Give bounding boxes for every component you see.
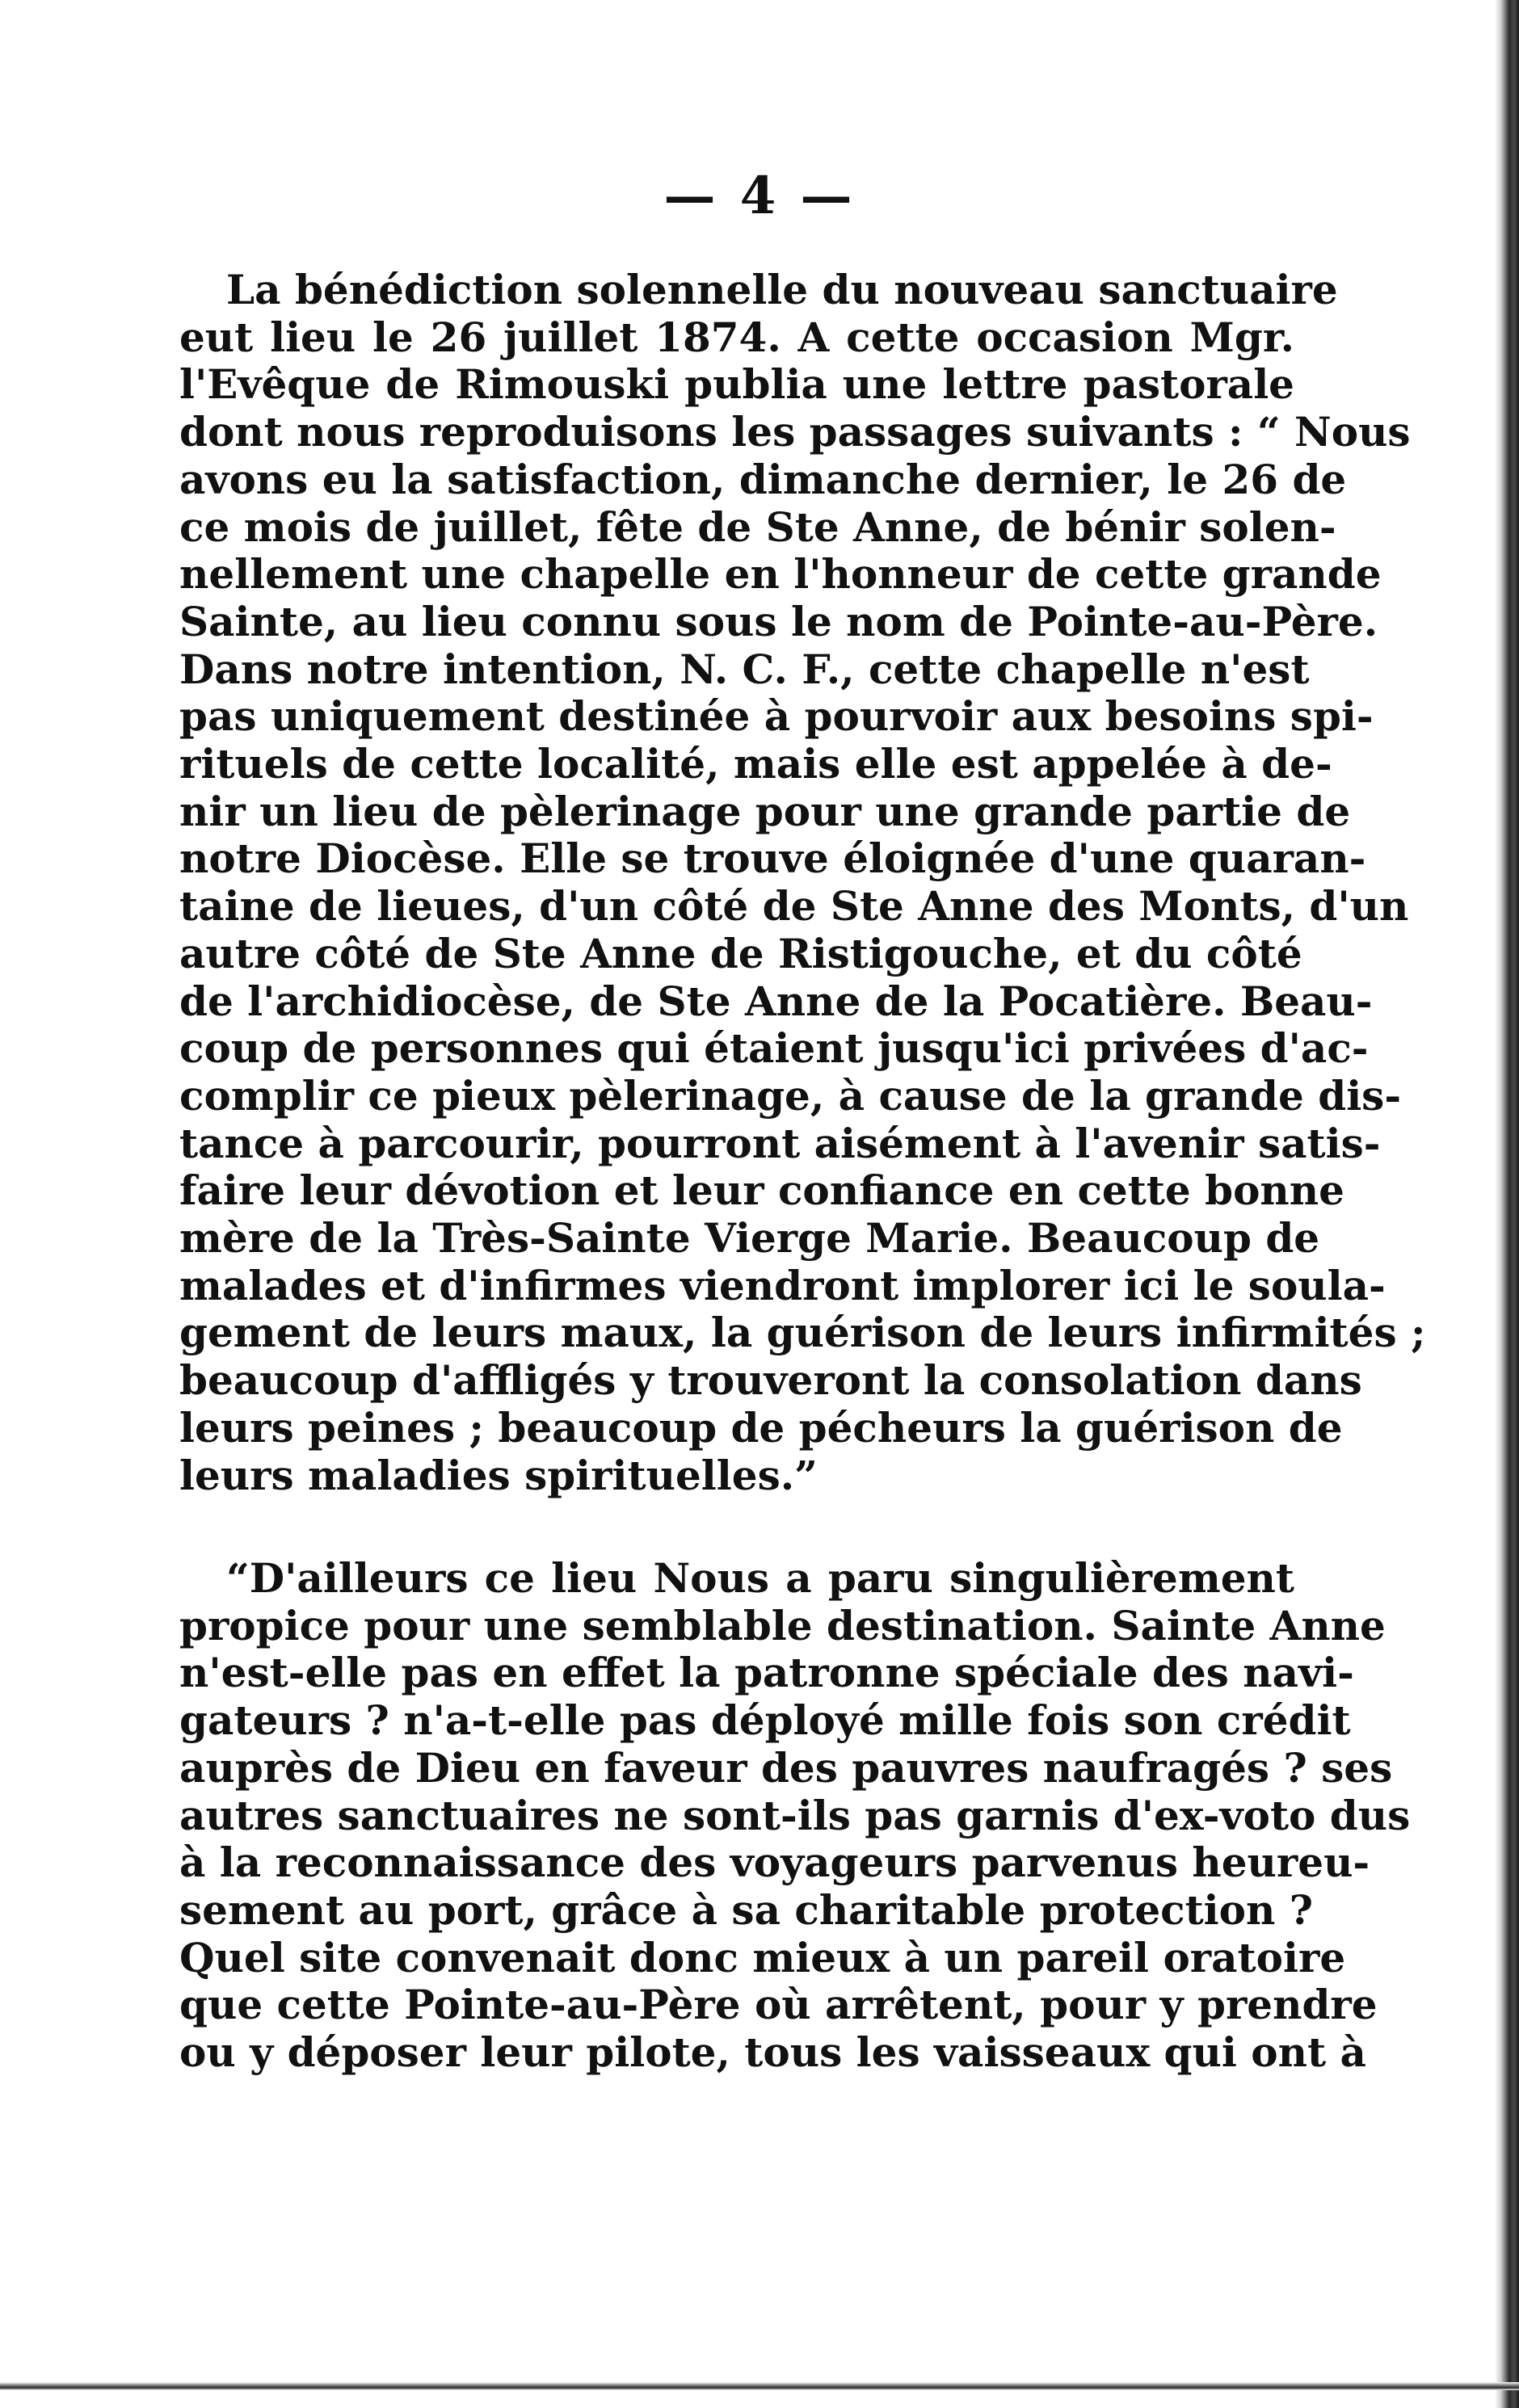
text-line: ce mois de juillet, fête de Ste Anne, de bénir solen- [179,502,1336,551]
paragraph-site-description [179,1554,1411,2077]
text-line: à la reconnaissance des voyageurs parvenus heureu- [179,1839,1370,1887]
text-line: autre côté de Ste Anne de Ristigouche, et du côté [179,929,1302,977]
text-line: auprès de Dieu en faveur des pauvres naufragés ? ses [179,1743,1393,1792]
page-number: — 4 — [663,166,856,226]
page-bottom-rule [0,2382,1519,2390]
text-line: Quel site convenait donc mieux à un pareil oratoire [179,1933,1346,1981]
text-line: faire leur dévotion et leur confiance en cette bonne [179,1166,1344,1215]
text-line: gateurs ? n'a-t-elle pas déployé mille fois son crédit [179,1696,1351,1745]
text-line: de l'archidiocèse, de Ste Anne de la Pocatière. Beau- [179,977,1373,1025]
text-line: mère de la Très-Sainte Vierge Marie. Beaucoup de [179,1214,1320,1263]
text-line: malades et d'infirmes viendront implorer ici le soula- [179,1261,1386,1309]
text-line: nellement une chapelle en l'honneur de cette grande [179,550,1382,599]
text-line: rituels de cette localité, mais elle est appelée à de- [179,740,1332,788]
text-line: beaucoup d'affligés y trouveront la consolation dans [179,1356,1362,1405]
text-line: La bénédiction solennelle du nouveau sanctuaire [226,266,1338,313]
text-line: autres sanctuaires ne sont-ils pas garnis d'ex-voto dus [179,1791,1411,1839]
text-line: que cette Pointe-au-Père où arrêtent, pour y prendre [179,1981,1378,2029]
text-line: nir un lieu de pèlerinage pour une grande partie de [179,787,1351,835]
text-line: leurs peines ; beaucoup de pécheurs la guérison de [179,1403,1343,1452]
text-line: taine de lieues, d'un côté de Ste Anne des Monts, d'un [179,882,1409,931]
text-line: notre Diocèse. Elle se trouve éloignée d'une quaran- [179,834,1366,883]
page-edge-shadow [1495,0,1519,2408]
text-line: avons eu la satisfaction, dimanche dernier, le 26 de [179,455,1347,503]
text-line: coup de personnes qui étaient jusqu'ici privées d'ac- [179,1024,1369,1073]
text-line: pas uniquement destinée à pourvoir aux besoins spi- [179,692,1374,741]
text-line: propice pour une semblable destination. Sainte Anne [179,1601,1386,1649]
text-line: “D'ailleurs ce lieu Nous a paru singulièrement [226,1554,1294,1602]
text-line: Sainte, au lieu connu sous le nom de Pointe-au-Père. [179,597,1378,645]
text-line: n'est-elle pas en effet la patronne spéciale des navi- [179,1649,1354,1697]
text-line: sement au port, grâce à sa charitable protection ? [179,1885,1314,1934]
text-line: ou y déposer leur pilote, tous les vaisseaux qui ont à [179,2028,1366,2077]
text-line: gement de leurs maux, la guérison de leurs infirmités ; [179,1309,1426,1357]
text-line: tance à parcourir, pourront aisément à l'avenir satis- [179,1119,1381,1167]
text-line: leurs maladies spirituelles.” [179,1451,818,1499]
text-line: eut lieu le 26 juillet 1874. A cette occasion Mgr. [179,313,1294,361]
text-line: Dans notre intention, N. C. F., cette chapelle n'est [179,645,1310,693]
text-line: l'Evêque de Rimouski publia une lettre pastorale [179,360,1294,409]
paragraph-pastoral-letter [179,266,1426,1499]
text-line: dont nous reproduisons les passages suivants : “ Nous [179,408,1411,456]
text-line: complir ce pieux pèlerinage, à cause de la grande dis- [179,1071,1402,1120]
